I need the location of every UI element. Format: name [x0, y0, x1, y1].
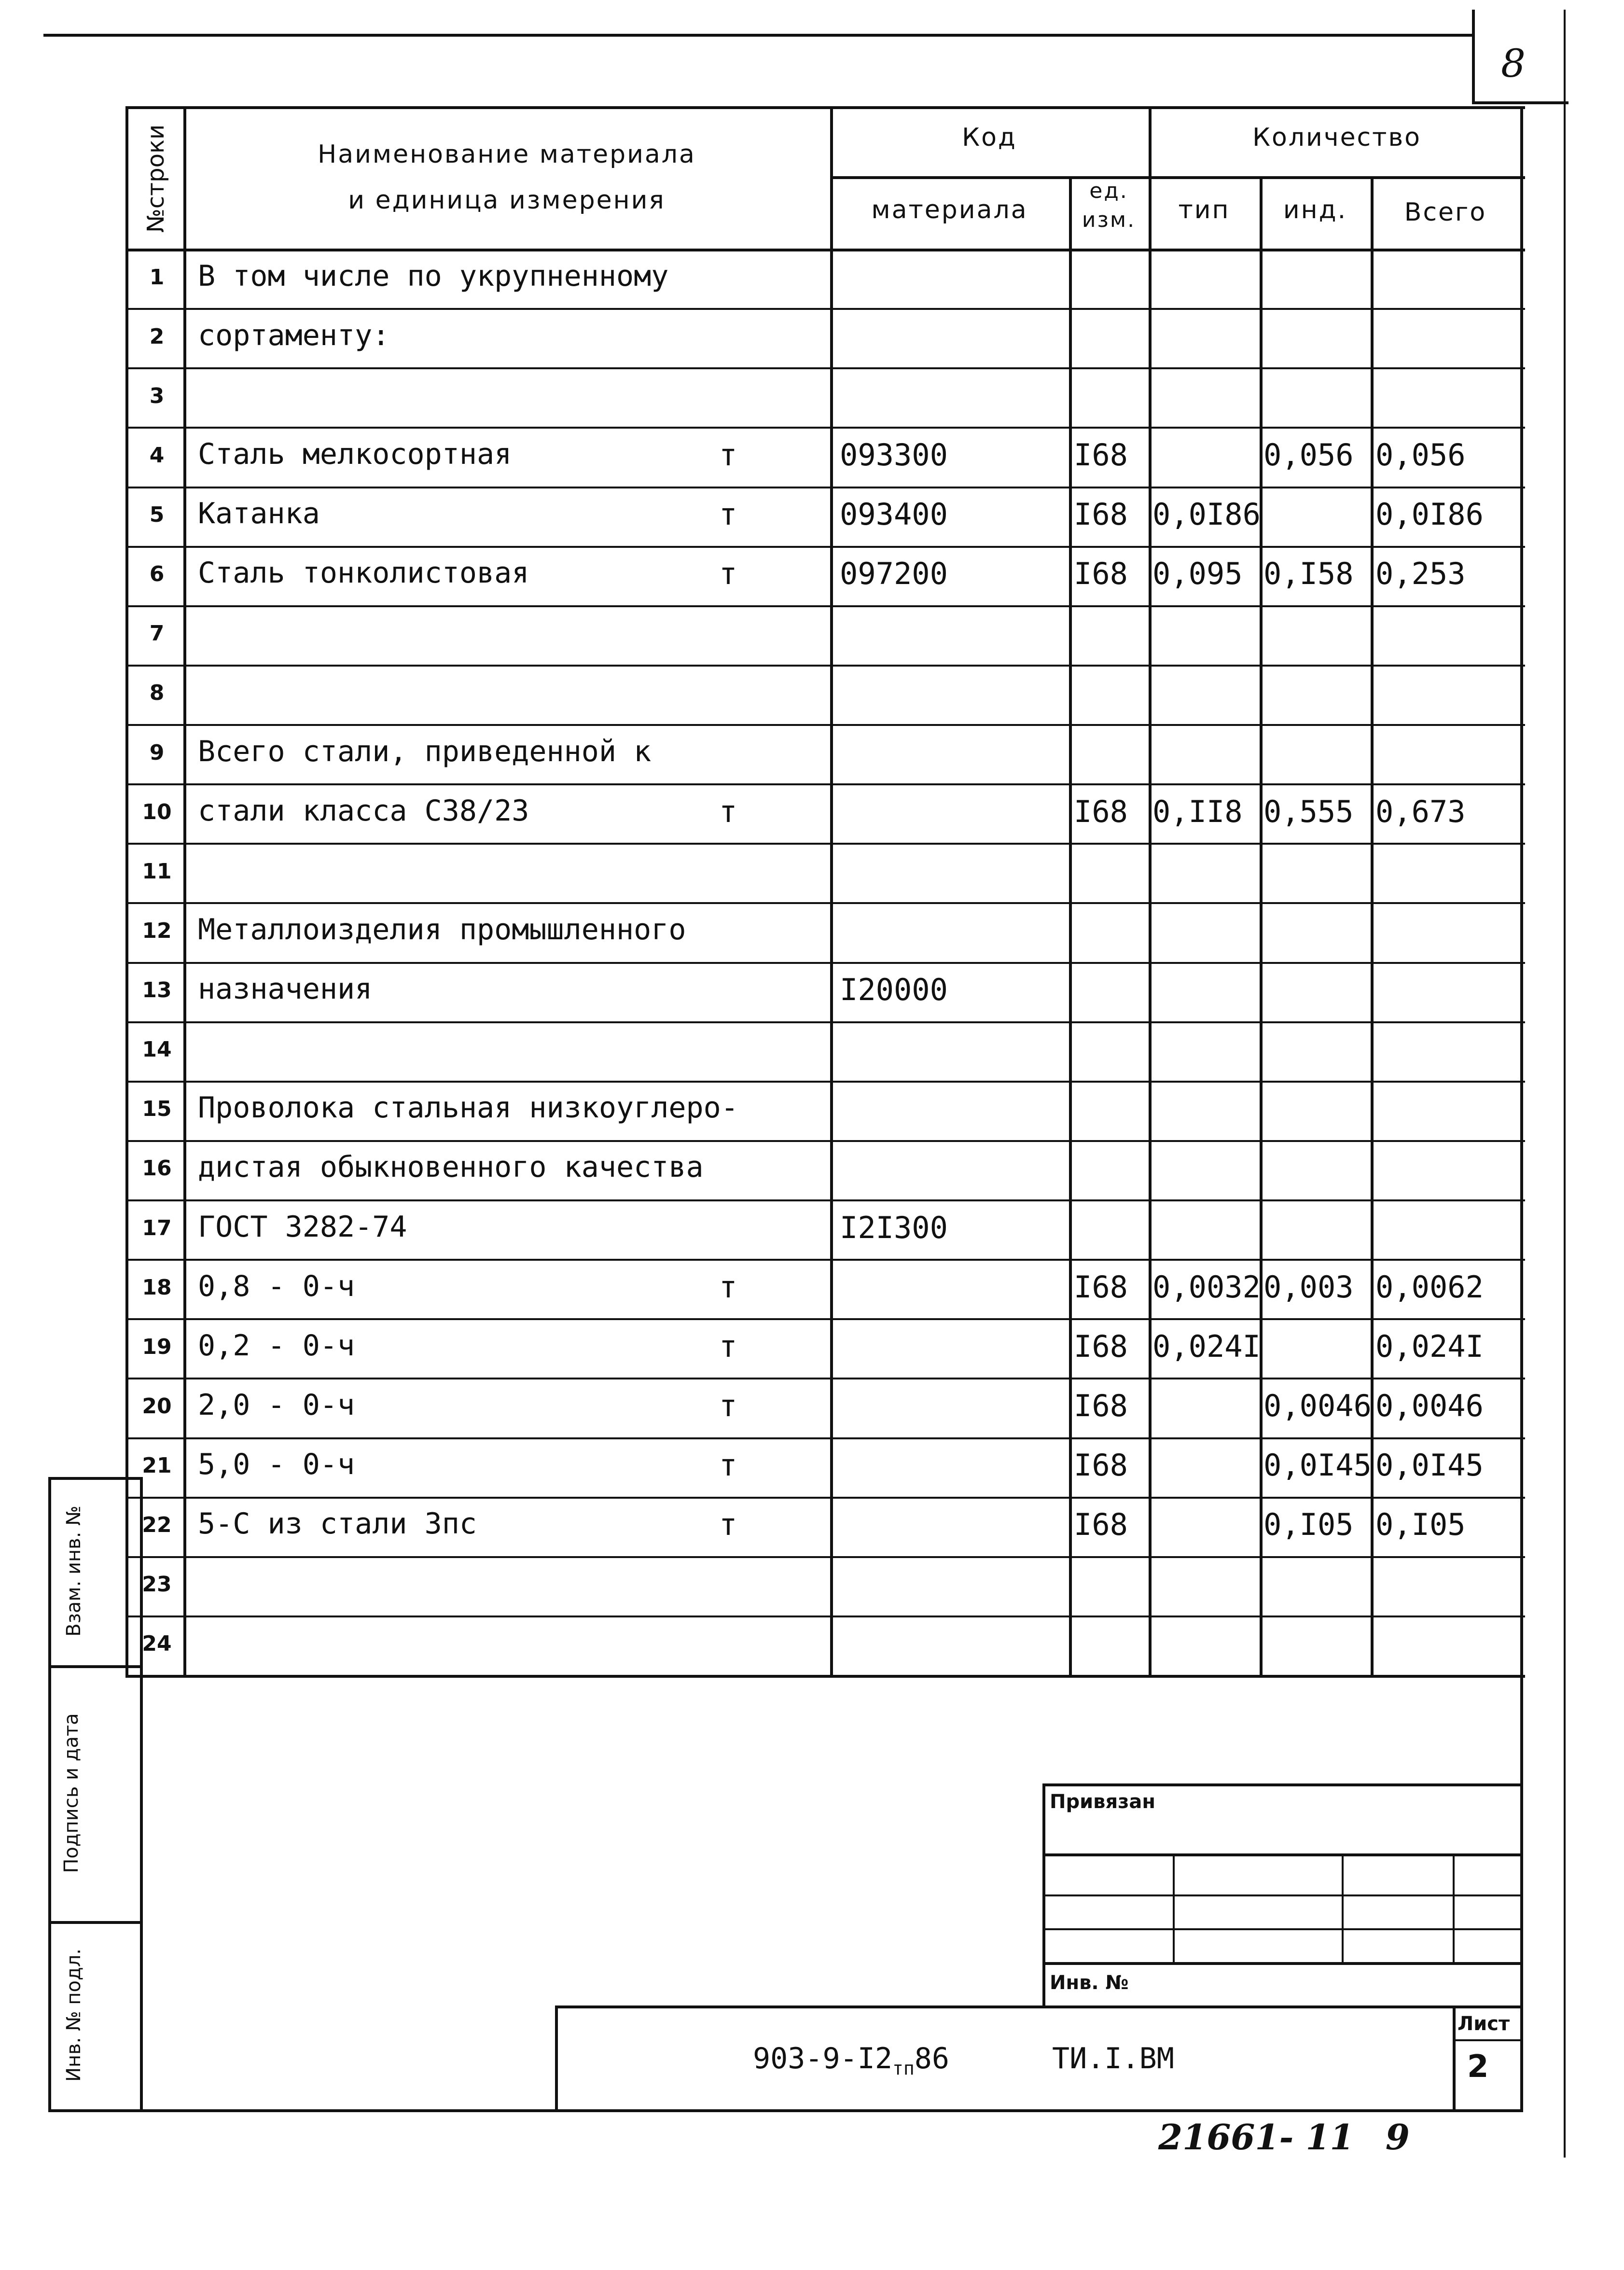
row-divider	[125, 962, 1525, 964]
row-number: 8	[149, 681, 165, 706]
cell-name: Всего стали, приведенной к	[198, 734, 652, 768]
row-number: 9	[149, 740, 165, 765]
row-divider	[125, 1140, 1525, 1142]
sheet-label: Лист	[1457, 2013, 1510, 2035]
row-divider	[125, 1199, 1525, 1201]
cell-uom: I68	[1074, 1448, 1128, 1483]
row-divider	[125, 546, 1525, 548]
row-number: 1	[149, 265, 165, 290]
signature-label: Подпись и дата	[60, 1713, 83, 1873]
cell-name: 2,0 - 0-ч	[198, 1388, 355, 1422]
row-number: 21	[142, 1453, 172, 1478]
cell-name: назначения	[198, 972, 373, 1006]
vzam-label: Взам. инв. №	[63, 1505, 85, 1637]
archive-number	[1158, 2117, 1410, 2158]
cell-typ: 0,0I86	[1152, 497, 1261, 532]
cell-name: 0,8 - 0-ч	[198, 1269, 355, 1303]
cell-uom: I68	[1074, 1507, 1128, 1543]
ind-header: инд.	[1283, 195, 1347, 224]
row-divider	[125, 724, 1525, 726]
cell-uom: I68	[1074, 1328, 1128, 1364]
cell-code: 093300	[840, 437, 948, 473]
row-number: 10	[142, 799, 172, 824]
cell-ind: 0,0046	[1263, 1388, 1372, 1423]
cell-name: 0,2 - 0-ч	[198, 1328, 355, 1363]
designation-sub: тп	[892, 2058, 915, 2079]
row-divider	[125, 1615, 1525, 1617]
row-divider	[125, 427, 1525, 429]
page-number: 8	[1501, 41, 1526, 86]
row-number: 16	[142, 1156, 172, 1181]
cell-total: 0,0I86	[1375, 497, 1484, 532]
row-number: 18	[142, 1275, 172, 1300]
row-divider	[125, 902, 1525, 904]
cell-uom: I68	[1074, 1269, 1128, 1305]
cell-unit: т	[719, 1448, 737, 1483]
cell-uom: I68	[1074, 497, 1128, 532]
cell-ind: 0,003	[1263, 1269, 1354, 1305]
row-number: 20	[142, 1393, 172, 1419]
designation-main: 903-9-I2	[753, 2042, 892, 2075]
row-divider	[125, 1021, 1525, 1023]
row-divider	[125, 1675, 1525, 1677]
row-divider	[125, 1081, 1525, 1083]
cell-total: 0,253	[1375, 556, 1466, 592]
row-number: 13	[142, 978, 172, 1003]
cell-code: 093400	[840, 497, 948, 532]
cell-total: 0,056	[1375, 437, 1466, 473]
inv-label: Инв. №	[1050, 1972, 1129, 1994]
row-divider	[125, 665, 1525, 667]
cell-name: сортаменту:	[198, 318, 390, 352]
archive-number-mark: 9	[1385, 2117, 1410, 2158]
cell-ind: 0,0I45	[1263, 1448, 1372, 1483]
cell-name: В том числе по укрупненному	[198, 259, 669, 293]
row-number: 6	[149, 562, 165, 587]
row-divider	[125, 1318, 1525, 1320]
total-header: Всего	[1404, 198, 1487, 227]
designation	[753, 2042, 949, 2079]
row-divider	[125, 1437, 1525, 1439]
doc-code: ТИ.I.ВМ	[1052, 2042, 1174, 2075]
cell-typ: 0,II8	[1152, 794, 1243, 829]
typ-header: тип	[1178, 195, 1230, 224]
cell-name: Катанка	[198, 497, 320, 531]
row-number: 2	[149, 324, 165, 349]
cell-ind: 0,056	[1263, 437, 1354, 473]
row-number: 5	[149, 502, 165, 528]
material-code-header: материала	[871, 195, 1028, 224]
inv-orig-label: Инв. № подл.	[63, 1949, 85, 2082]
row-divider	[125, 1497, 1525, 1499]
cell-name: Сталь мелкосортная	[198, 437, 512, 471]
cell-name: Сталь тонколистовая	[198, 556, 529, 590]
cell-typ: 0,0032	[1152, 1269, 1261, 1305]
cell-name: 5-С из стали 3пс	[198, 1507, 477, 1541]
cell-total: 0,024I	[1375, 1328, 1484, 1364]
row-divider	[125, 308, 1525, 310]
cell-typ: 0,024I	[1152, 1328, 1261, 1364]
cell-unit: т	[719, 437, 737, 473]
code-group-header: Код	[962, 123, 1017, 152]
cell-total: 0,0046	[1375, 1388, 1484, 1423]
row-divider	[125, 1378, 1525, 1379]
row-number: 23	[142, 1572, 172, 1597]
row-number: 11	[142, 859, 172, 884]
cell-unit: т	[719, 794, 737, 829]
cell-name: дистая обыкновенного качества	[198, 1150, 704, 1184]
bound-label: Привязан	[1050, 1791, 1156, 1813]
cell-name: Проволока стальная низкоуглеро-	[198, 1091, 738, 1125]
cell-ind: 0,555	[1263, 794, 1354, 829]
cell-unit: т	[719, 1507, 737, 1543]
designation-year: 86	[914, 2042, 949, 2075]
cell-total: 0,673	[1375, 794, 1466, 829]
row-divider	[125, 605, 1525, 607]
row-divider	[125, 487, 1525, 488]
row-number: 22	[142, 1513, 172, 1538]
cell-unit: т	[719, 1328, 737, 1364]
unit-header-line2: изм.	[1082, 208, 1136, 232]
row-number: 7	[149, 621, 165, 646]
cell-unit: т	[719, 497, 737, 532]
row-number: 12	[142, 918, 172, 943]
cell-unit: т	[719, 1269, 737, 1305]
cell-unit: т	[719, 556, 737, 592]
cell-total: 0,0062	[1375, 1269, 1484, 1305]
row-divider	[125, 1259, 1525, 1261]
cell-code: I2I300	[840, 1210, 948, 1245]
cell-ind: 0,I05	[1263, 1507, 1354, 1543]
row-number: 15	[142, 1097, 172, 1122]
cell-name: 5,0 - 0-ч	[198, 1448, 355, 1482]
row-divider	[125, 843, 1525, 845]
cell-code: I20000	[840, 972, 948, 1008]
row-number: 17	[142, 1215, 172, 1240]
row-number: 14	[142, 1037, 172, 1062]
cell-uom: I68	[1074, 1388, 1128, 1423]
row-divider	[125, 783, 1525, 785]
cell-name: стали класса С38/23	[198, 794, 529, 828]
cell-uom: I68	[1074, 794, 1128, 829]
cell-name: ГОСТ 3282-74	[198, 1210, 407, 1244]
name-header-line1: Наименование материала	[318, 140, 696, 169]
cell-unit: т	[719, 1388, 737, 1423]
unit-header-line1: ед.	[1089, 179, 1128, 203]
row-divider	[125, 1556, 1525, 1558]
cell-ind: 0,I58	[1263, 556, 1354, 592]
cell-uom: I68	[1074, 556, 1128, 592]
name-header-line2: и единица измерения	[348, 186, 666, 215]
cell-name: Металлоизделия промышленного	[198, 912, 686, 947]
cell-total: 0,I05	[1375, 1507, 1466, 1543]
cell-typ: 0,095	[1152, 556, 1243, 592]
row-number: 24	[142, 1631, 172, 1657]
sheet-number: 2	[1467, 2049, 1489, 2085]
row-divider	[125, 367, 1525, 369]
row-number: 19	[142, 1334, 172, 1359]
cell-code: 097200	[840, 556, 948, 592]
cell-uom: I68	[1074, 437, 1128, 473]
row-number: 3	[149, 383, 165, 408]
archive-number-main: 21661- 11	[1158, 2117, 1354, 2158]
cell-total: 0,0I45	[1375, 1448, 1484, 1483]
row-number-header: №строки	[142, 124, 169, 233]
quantity-group-header: Количество	[1252, 123, 1421, 152]
row-number: 4	[149, 443, 165, 468]
